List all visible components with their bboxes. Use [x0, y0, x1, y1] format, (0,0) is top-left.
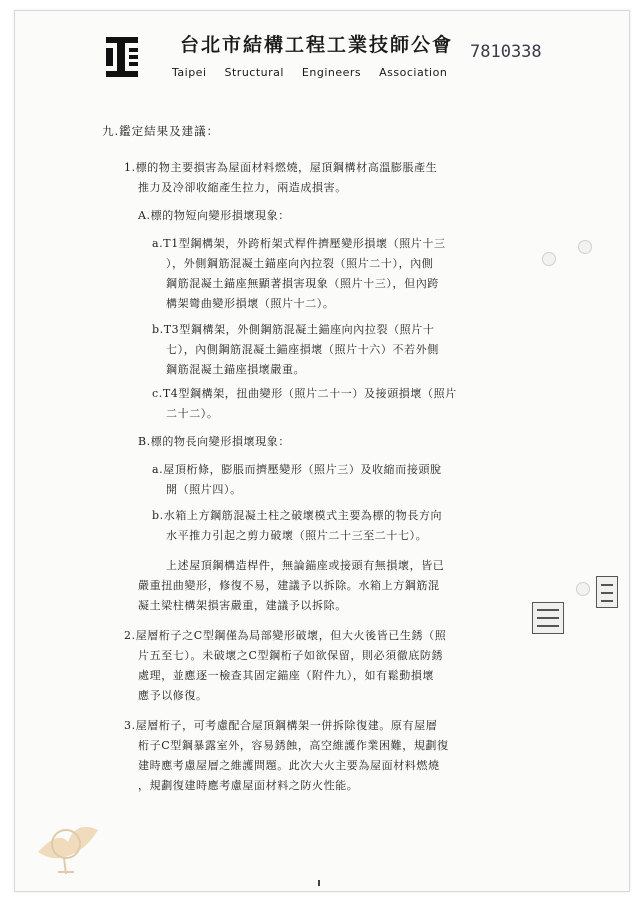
body-line: b.T3型鋼構架，外側鋼筋混凝土錨座向內拉裂（照片十	[152, 323, 435, 336]
punch-hole	[542, 252, 556, 266]
body-line: 鋼筋混凝土錨座損壞嚴重。	[166, 363, 306, 376]
body-line: 3.屋層桁子，可考慮配合屋頂鋼構架一併拆除復建。原有屋層	[124, 719, 438, 732]
body-line: 應予以修復。	[138, 689, 208, 702]
body-line: a.T1型鋼構架，外跨桁架式桿件擠壓變形損壞（照片十三	[152, 237, 446, 250]
org-name-english: Taipei Structural Engineers Association	[172, 66, 448, 79]
body-line: 構架彎曲變形損壞（照片十二）。	[166, 297, 335, 310]
body-line: 鋼筋混凝土錨座無顯著損害現象（照片十三），但內跨	[166, 277, 439, 290]
body-line: 2.屋層桁子之C型鋼僅為局部變形破壞，但大火後皆已生銹（照	[124, 629, 447, 642]
section-title: 九.鑑定結果及建議：	[102, 124, 220, 138]
org-name: 台北市結構工程工業技師公會	[180, 34, 454, 56]
punch-hole	[576, 582, 590, 596]
body-line: ，規劃復建時應考慮屋面材料之防火性能。	[138, 779, 359, 792]
body-line: 凝土梁柱構架損害嚴重，建議予以拆除。	[138, 599, 347, 612]
document-number: 7810338	[470, 42, 542, 62]
body-line: 開（照片四）。	[166, 483, 242, 496]
subsection-heading: A.標的物短向變形損壞現象：	[138, 209, 290, 222]
punch-hole	[578, 240, 592, 254]
body-line: ），外側鋼筋混凝土錨座向內拉裂（照片二十），內側	[166, 257, 434, 270]
page-mark	[318, 880, 320, 886]
body-line: 水平推力引起之剪力破壞（照片二十三至二十七）。	[166, 529, 428, 542]
seal-stamp	[596, 576, 618, 608]
body-line: 推力及冷卻收縮產生拉力，兩造成損害。	[138, 181, 347, 194]
body-line: 片五至七）。未破壞之C型鋼桁子如欲保留，則必須徹底防銹	[138, 649, 444, 662]
body-line: 二十二）。	[166, 407, 219, 420]
body-line: a.屋頂桁條，膨脹而擠壓變形（照片三）及收縮而接頭脫	[152, 463, 442, 476]
body-line: 嚴重扭曲變形，修復不易，建議予以拆除。水箱上方鋼筋混	[138, 579, 440, 592]
body-line: 桁子C型鋼暴露室外，容易銹蝕，高空維護作業困難，規劃復	[138, 739, 449, 752]
body-line: 上述屋頂鋼構造桿件，無論錨座或接頭有無損壞，皆已	[166, 559, 445, 572]
body-line: 處理，並應逐一檢查其固定錨座（附件九），如有鬆動損壞	[138, 669, 435, 682]
body-line: b.水箱上方鋼筋混凝土柱之破壞模式主要為標的物長方向	[152, 509, 443, 522]
archive-watermark-icon	[28, 800, 108, 880]
body-line: 建時應考慮屋層之維護問題。此次大火主要為屋面材料燃燒	[138, 759, 440, 772]
body-line: c.T4型鋼構架，扭曲變形（照片二十一）及接頭損壞（照片	[152, 387, 457, 400]
subsection-heading: B.標的物長向變形損壞現象：	[138, 435, 290, 448]
body-line: 七），內側鋼筋混凝土錨座損壞（照片十六）不若外側	[166, 343, 439, 356]
body-line: 1.標的物主要損害為屋面材料燃燒，屋頂鋼構材高溫膨脹產生	[124, 161, 438, 174]
association-logo	[104, 36, 140, 78]
seal-stamp	[532, 602, 564, 634]
